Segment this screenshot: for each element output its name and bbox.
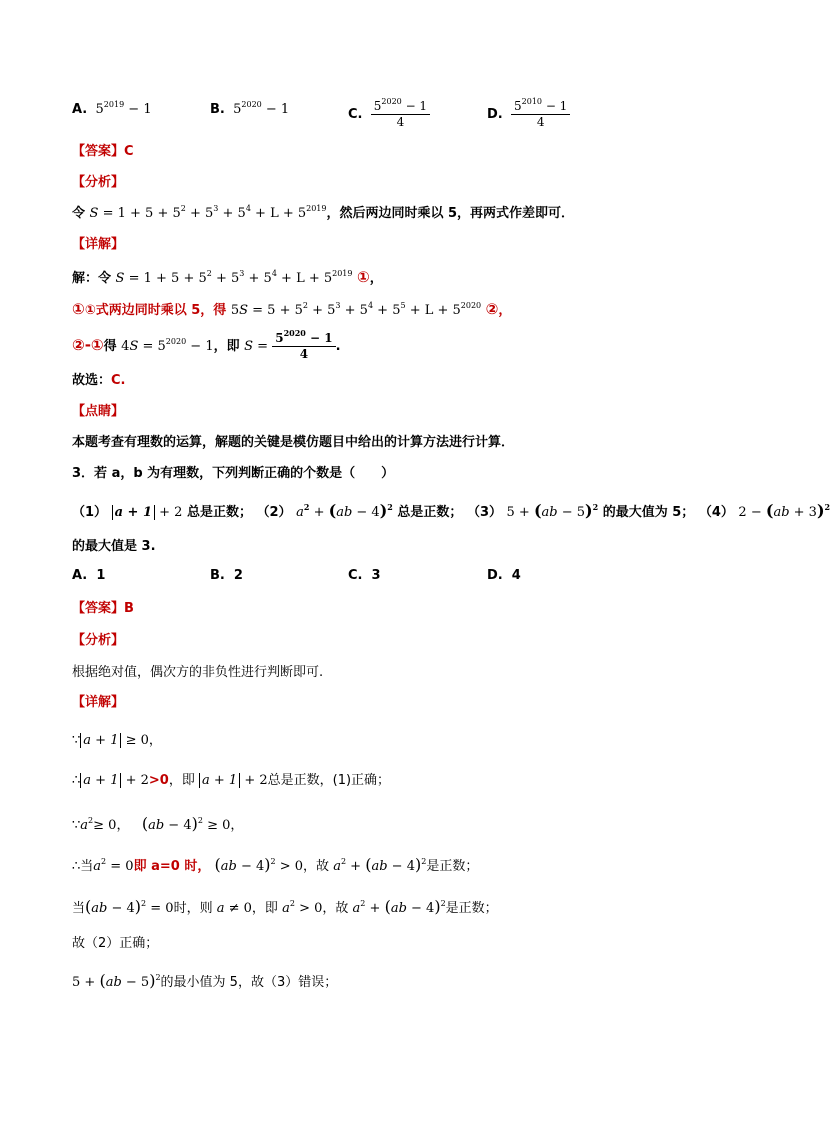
q3-item4-cont: 的最大值是 3. bbox=[72, 539, 156, 554]
q3-analysis-text: 根据绝对值，偶次方的非负性进行判断即可. bbox=[72, 665, 324, 680]
q3-step-6: 故（2）正确； bbox=[72, 936, 159, 951]
q3-option-b: B. 2 bbox=[210, 568, 243, 583]
q2-option-d: D. $\frac{5^{2010} - 1}{4}$ bbox=[487, 99, 570, 130]
q2-comment-label: 【点睛】 bbox=[72, 404, 125, 419]
fraction: $\frac{5^{2020} - 1}{4}$ bbox=[272, 331, 335, 362]
q3-items: （1） a + 1 + 2 总是正数； （2） $a^2 + (ab - 4)^2$ 总是正数； （3） 5 + (ab − 5)$^2$ 的最大值为 5； （4） 2 − (ab + 3)$^2$ bbox=[72, 501, 830, 520]
q3-step-7: 5 + (ab − 5)$^2$的最小值为 5，故（3）错误； bbox=[72, 971, 338, 990]
q2-option-c: C. $\frac{5^{2020} - 1}{4}$ bbox=[348, 99, 430, 130]
q3-detail-label: 【详解】 bbox=[72, 695, 125, 710]
q3-option-c: C. 3 bbox=[348, 568, 381, 583]
q2-detail-line2: ①①式两边同时乘以 5，得 $5S = 5 + 5^2 + 5^3 + 5^4 + 5^5 + L + 5^{2020}$ ②， bbox=[72, 300, 512, 318]
q2-analysis-text: 令 $S = 1 + 5 + 5^2 + 5^3 + 5^4 + L + 5^{2019}$，然后两边同时乘以 5，再两式作差即可． bbox=[72, 204, 575, 221]
q3-option-d: D. 4 bbox=[487, 568, 521, 583]
q2-option-a: A. $5^{2019} - 1$ bbox=[72, 100, 152, 117]
q2-detail-label: 【详解】 bbox=[72, 237, 125, 252]
q2-detail-line1: 解：令 $S = 1 + 5 + 5^2 + 5^3 + 5^4 + L + 5^{2019}$ ①， bbox=[72, 268, 383, 286]
q3-step-2: ∴ a + 1 + 2>0，即 a + 1 + 2总是正数，(1)正确； bbox=[72, 773, 391, 788]
q2-analysis-label: 【分析】 bbox=[72, 175, 125, 190]
q3-option-a: A. 1 bbox=[72, 568, 106, 583]
q3-step-3: $\because a^2\ge 0$， (ab − 4)$^2$ ≥ 0， bbox=[72, 814, 244, 833]
q3-stem: 3．若 a，b 为有理数，下列判断正确的个数是（ ） bbox=[72, 466, 395, 481]
q2-option-b: B. $5^{2020} - 1$ bbox=[210, 100, 290, 117]
q2-answer: 【答案】C bbox=[72, 144, 134, 159]
q2-comment-text: 本题考查有理数的运算，解题的关键是模仿题目中给出的计算方法进行计算． bbox=[72, 435, 515, 450]
q3-step-4: ∴当$a^2 = 0$即 a=0 时， (ab − 4)$^2$ > 0，故 $a^2 + (ab - 4)^2$是正数； bbox=[72, 855, 479, 874]
fraction: $\frac{5^{2020} - 1}{4}$ bbox=[371, 99, 430, 130]
q3-step-1: ∵ a + 1 ≥ 0， bbox=[72, 733, 162, 748]
q2-choose: 故选：C. bbox=[72, 373, 126, 388]
q3-analysis-label: 【分析】 bbox=[72, 633, 125, 648]
q3-step-5: 当(ab − 4)$^2$ = 0时，则 a ≠ 0，即 $a^2 > 0$，故 $a^2 + (ab - 4)^2$是正数； bbox=[72, 897, 498, 916]
q2-detail-line3: ②-①得 $4S = 5^{2020} - 1$，即 S = $\frac{5^{2020} - 1}{4}$ . bbox=[72, 328, 341, 361]
fraction: $\frac{5^{2010} - 1}{4}$ bbox=[511, 99, 570, 130]
q3-answer: 【答案】B bbox=[72, 601, 134, 616]
